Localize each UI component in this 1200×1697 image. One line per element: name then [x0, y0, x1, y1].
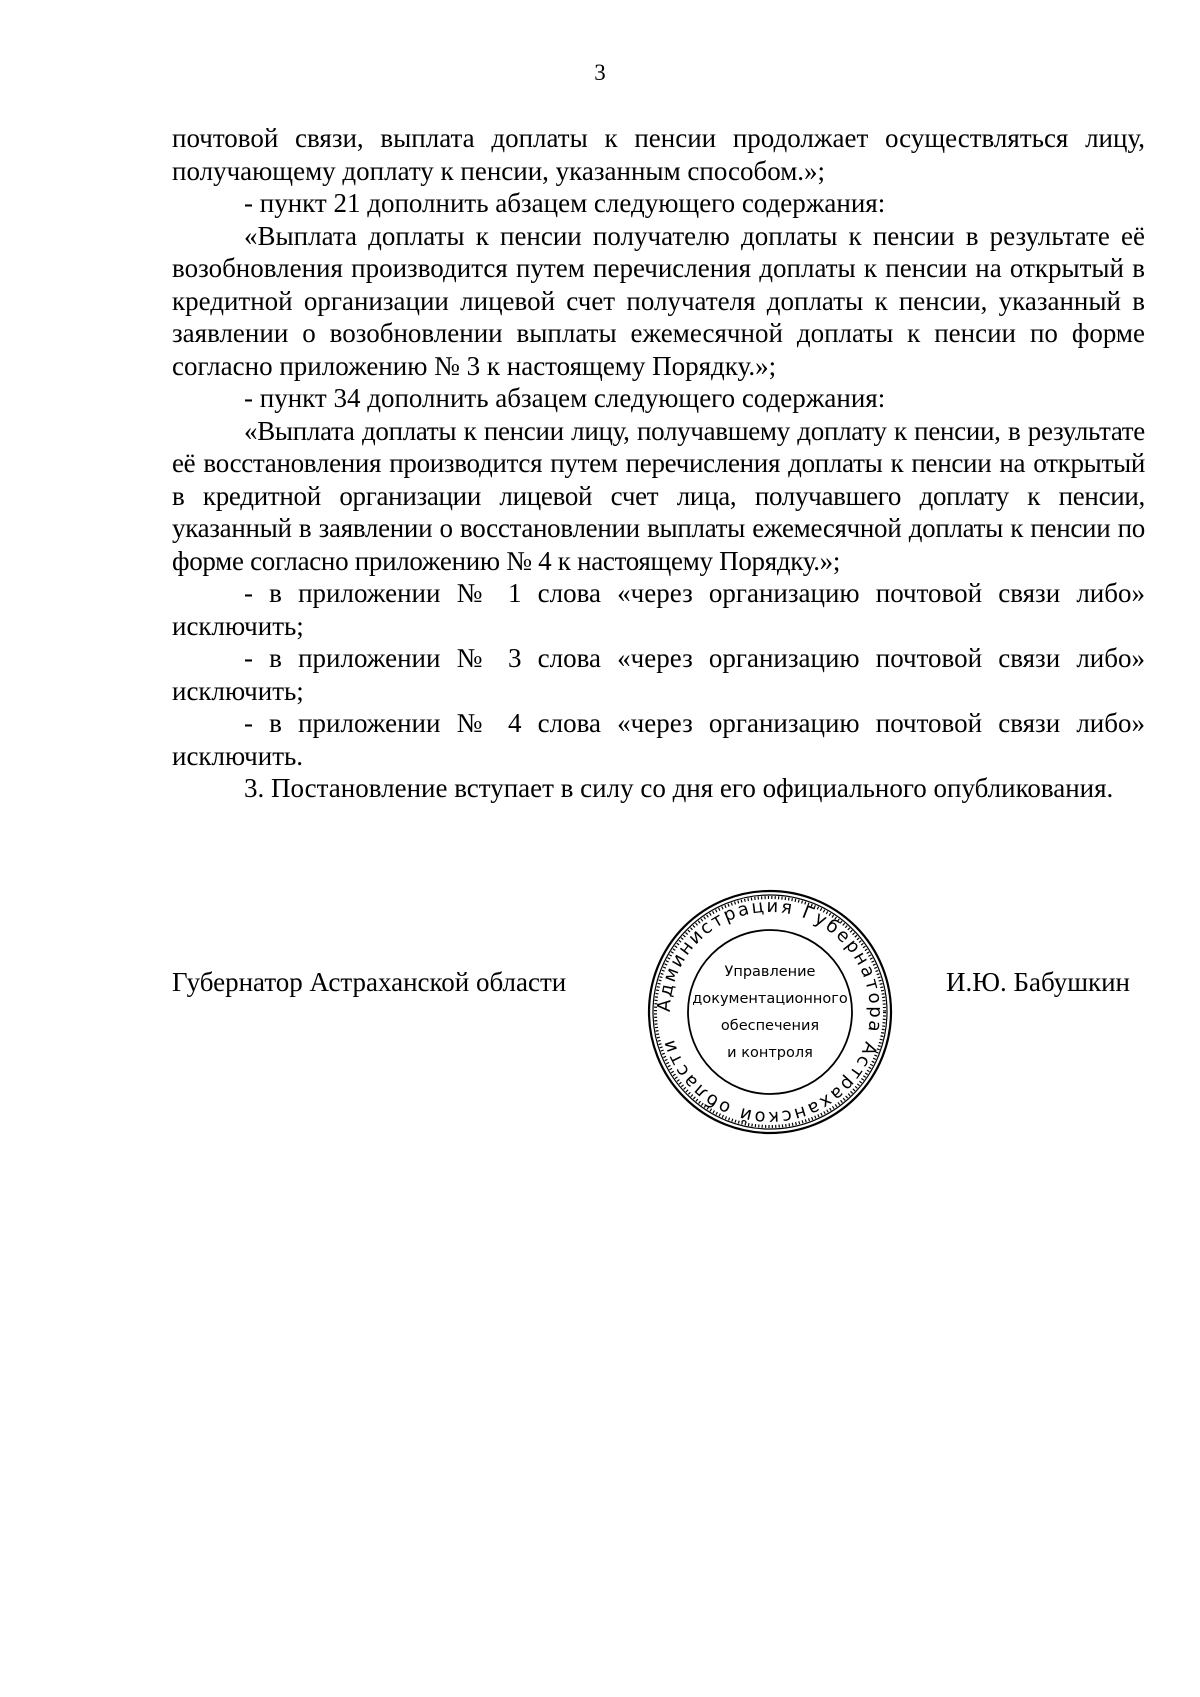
paragraph-item-34: - пункт 34 дополнить абзацем следующего содержания:	[244, 383, 886, 413]
seal-center-line-2: документационного	[692, 991, 848, 1007]
signatory-position: Губернатор Астраханской области	[172, 967, 567, 997]
signatory-name: И.Ю. Бабушкин	[946, 967, 1131, 997]
seal-center-line-1: Управление	[724, 964, 816, 980]
paragraph-item-21: - пункт 21 дополнить абзацем следующего содержания:	[244, 188, 886, 218]
paragraph-appendix-3: - в приложении № 3 слова «через организацию почтовой связи либо» исключить;	[172, 643, 1145, 706]
paragraph-appendix-1: - в приложении № 1 слова «через организацию почтовой связи либо» исключить;	[172, 578, 1145, 641]
seal-graphic	[646, 888, 894, 1136]
paragraph-appendix-4: - в приложении № 4 слова «через организацию почтовой связи либо» исключить.	[172, 708, 1145, 771]
paragraph-effective-date: 3. Постановление вступает в силу со дня его официального опубликования.	[244, 773, 1114, 803]
document-body	[172, 122, 1145, 805]
seal-center-line-4: и контроля	[727, 1045, 813, 1061]
paragraph-item-21-text: «Выплата доплаты к пенсии получателю доплаты к пенсии в результате её возобновления производится путем перечисления доплаты к пенсии на открытый в кредитной организации лицевой счет получателя доплаты к пенсии, указанный в заявлении о возобновлении выплаты ежемесячной доплаты к пенсии по форме согласно приложению № 3 к настоящему Порядку.»;	[172, 220, 1145, 381]
page-number: 3	[594, 60, 606, 85]
seal-outer-ring	[649, 891, 891, 1133]
paragraph-item-34-text: «Выплата доплаты к пенсии лицу, получавшему доплату к пенсии, в результате её восстановления производится путем перечисления доплаты к пенсии на открытый в кредитной организации лицевой счет лица, получавшего доплату к пенсии, указанный в заявлении о восстановлении выплаты ежемесячной доплаты к пенсии по форме согласно приложению № 4 к настоящему Порядку.»;	[172, 415, 1145, 576]
seal-inner-ring	[688, 930, 852, 1094]
paragraph-continuation: почтовой связи, выплата доплаты к пенсии продолжает осуществляться лицу, получающему доплату к пенсии, указанным способом.»;	[172, 123, 1145, 186]
official-seal	[646, 888, 894, 1136]
seal-center-line-3: обеспечения	[720, 1018, 820, 1034]
seal-ring-text: Администрация Губернатора Астраханской области	[653, 895, 887, 1129]
